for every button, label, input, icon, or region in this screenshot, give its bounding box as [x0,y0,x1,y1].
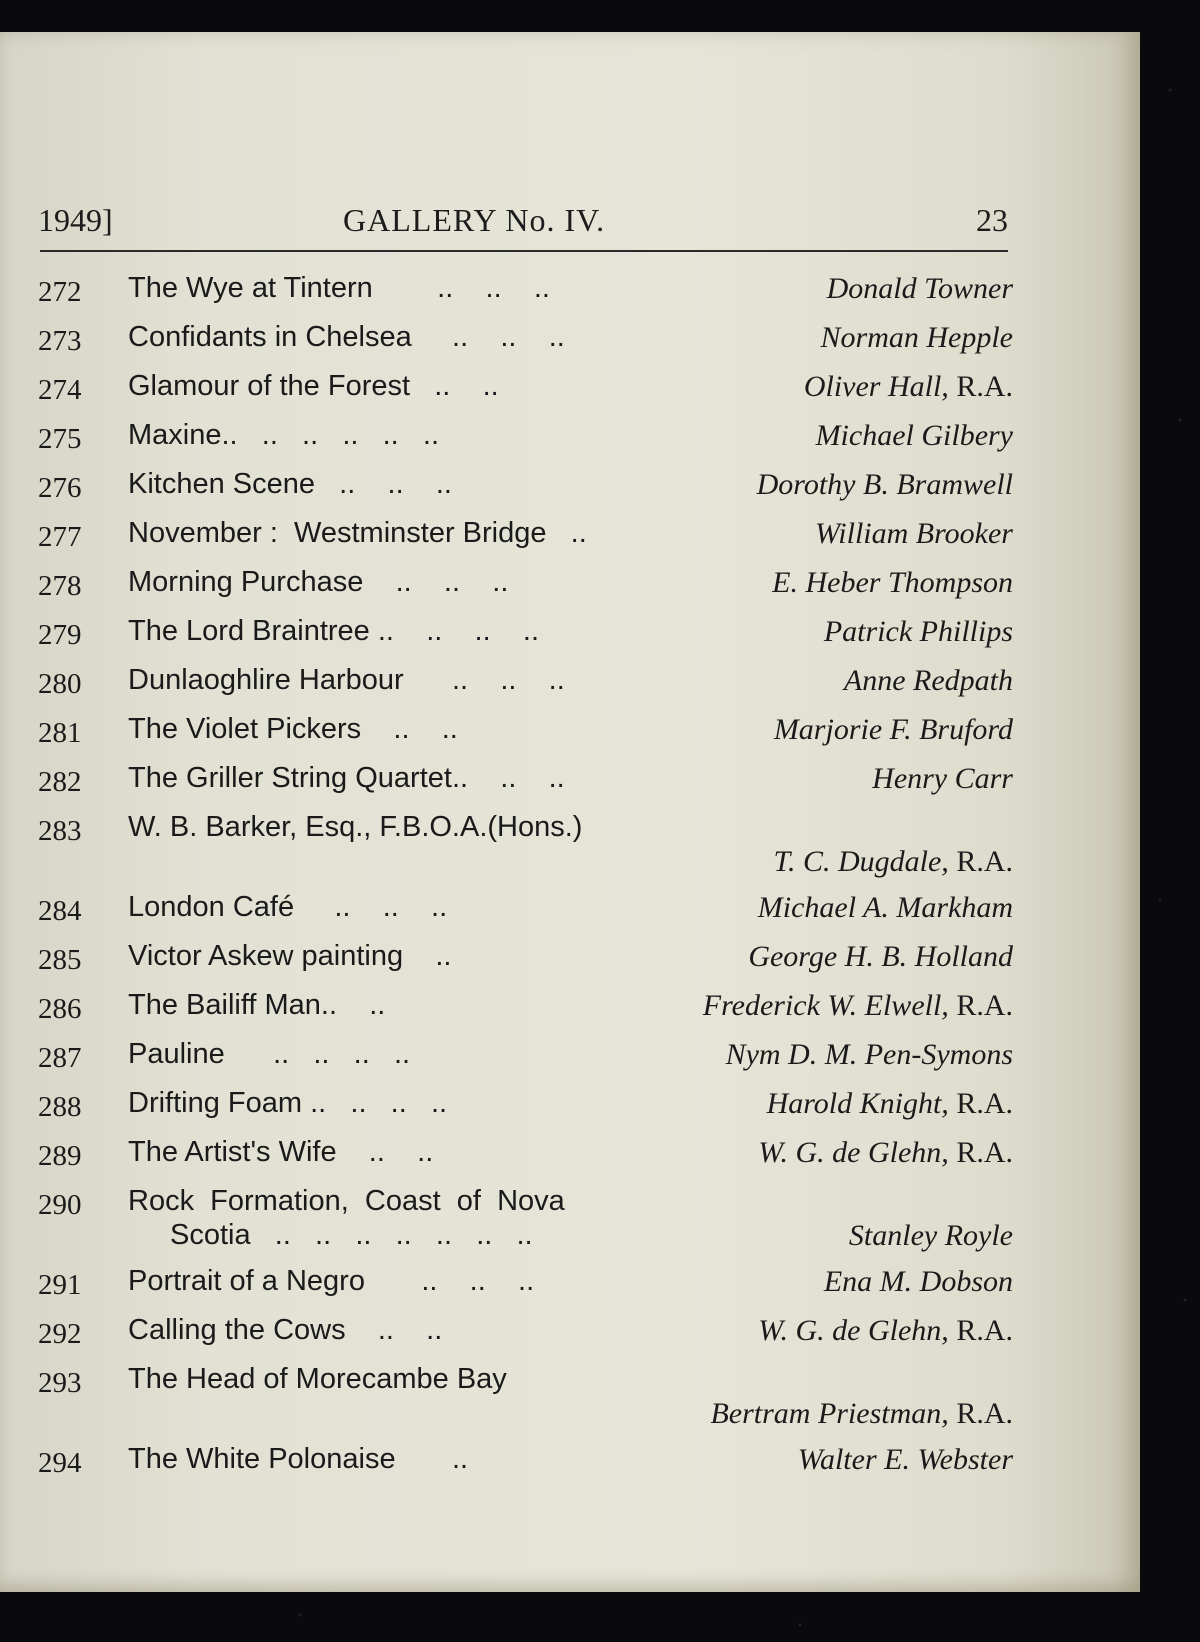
artist-name [824,1265,1013,1299]
artist-name [774,845,1013,879]
entry-number: 280 [38,668,82,700]
artist-name-text: Michael Gilbery [815,419,1013,452]
artist-name-text: George H. B. Holland [748,940,1013,973]
catalogue-entry [38,1314,1013,1363]
artist-name [757,468,1013,502]
artist-name-text: William Brooker [814,517,1013,550]
work-title: Glamour of the Forest .. .. [128,370,499,402]
artist-name [815,517,1013,551]
entry-number: 283 [38,815,82,847]
artist-name-text: Stanley Royle [848,1219,1013,1252]
artist-name-text: Patrick Phillips [823,615,1013,648]
catalogue-entry [38,891,1013,940]
entry-number: 293 [38,1367,82,1399]
catalogue-entry [38,370,1013,419]
catalogue-entry [38,989,1013,1038]
artist-name [872,762,1013,796]
artist-name-text: Michael A. Markham [757,891,1013,924]
artist-name [804,370,1013,404]
work-title: London Café .. .. .. [128,891,448,923]
catalogue-entry [38,762,1013,811]
catalogue-entry [38,419,1013,468]
artist-name-text: Dorothy B. Bramwell [756,468,1013,501]
artist-name [767,1087,1013,1121]
artist-name [772,566,1013,600]
page-number: 23 [976,202,1008,238]
catalogue-entry [38,615,1013,664]
artist-name [844,664,1013,698]
catalogue-entry [38,566,1013,615]
artist-name-text: Oliver Hall, [803,370,949,403]
entry-number: 279 [38,619,82,651]
entry-number: 285 [38,944,82,976]
entry-number: 286 [38,993,82,1025]
catalogue-entry [38,1038,1013,1087]
header-rule [40,250,1008,252]
artist-honour-suffix: R.A. [948,1314,1013,1347]
work-title: The Bailiff Man.. .. [128,989,386,1021]
work-title: November : Westminster Bridge .. [128,517,587,549]
entry-number: 277 [38,521,82,553]
catalogue-entry [38,517,1013,566]
gallery-title: GALLERY No. IV. [343,202,606,238]
catalogue-entry [38,940,1013,989]
catalogue-entry [38,1443,1013,1492]
artist-name-text: W. G. de Glehn, [758,1314,949,1347]
catalogue-entry [38,1185,1013,1265]
artist-name-text: Bertram Priestman, [710,1397,949,1430]
catalogue-entry [38,468,1013,517]
work-title: The White Polonaise .. [128,1443,469,1475]
entry-number: 276 [38,472,82,504]
catalogue-entry-list [38,272,1013,1492]
entry-number: 275 [38,423,82,455]
artist-name-text: E. Heber Thompson [772,566,1013,599]
entry-number: 284 [38,895,82,927]
work-title: The Lord Braintree .. .. .. .. [128,615,539,647]
artist-name-text: W. G. de Glehn, [758,1136,949,1169]
artist-name-text: Ena M. Dobson [823,1265,1013,1298]
catalogue-entry [38,664,1013,713]
artist-name [748,940,1013,974]
artist-name [710,1397,1013,1431]
artist-name-text: Henry Carr [872,762,1013,795]
entry-number: 272 [38,276,82,308]
artist-name [703,989,1013,1023]
artist-name [758,1136,1013,1170]
artist-name [824,615,1013,649]
work-title: The Head of Morecambe Bay [128,1363,507,1395]
entry-number: 281 [38,717,82,749]
work-title: Kitchen Scene .. .. .. [128,468,452,500]
artist-name-text: Walter E. Webster [797,1443,1013,1476]
artist-honour-suffix: R.A. [948,1087,1013,1120]
catalogue-entry [38,1265,1013,1314]
artist-honour-suffix: R.A. [948,1136,1013,1169]
artist-name [827,272,1013,306]
entry-number: 292 [38,1318,82,1350]
work-title: W. B. Barker, Esq., F.B.O.A.(Hons.) [128,811,583,843]
artist-name-text: Frederick W. Elwell, [702,989,949,1022]
entry-number: 290 [38,1189,82,1221]
entry-number: 273 [38,325,82,357]
entry-number: 288 [38,1091,82,1123]
catalogue-entry [38,1363,1013,1443]
artist-honour-suffix: R.A. [948,845,1013,878]
work-title: The Artist's Wife .. .. [128,1136,434,1168]
artist-name [821,321,1013,355]
work-title: The Violet Pickers .. .. [128,713,458,745]
artist-name-text: Marjorie F. Bruford [773,713,1013,746]
artist-name-text: Harold Knight, [766,1087,949,1120]
entry-number: 282 [38,766,82,798]
artist-name [816,419,1013,453]
work-title: Morning Purchase .. .. .. [128,566,509,598]
work-title: Maxine.. .. .. .. .. .. [128,419,440,451]
artist-name-text: Nym D. M. Pen-Symons [725,1038,1013,1071]
header-year: 1949] [38,202,113,238]
artist-honour-suffix: R.A. [948,1397,1013,1430]
catalogue-entry [38,713,1013,762]
work-title: Portrait of a Negro .. .. .. [128,1265,535,1297]
work-title: The Wye at Tintern .. .. .. [128,272,550,304]
artist-honour-suffix: R.A. [948,370,1013,403]
artist-name [798,1443,1013,1477]
artist-name-text: T. C. Dugdale, [773,845,949,878]
catalogue-entry [38,811,1013,891]
work-title: Drifting Foam .. .. .. .. [128,1087,448,1119]
work-title: Victor Askew painting .. [128,940,452,972]
entry-number: 287 [38,1042,82,1074]
work-title: Pauline .. .. .. .. [128,1038,411,1070]
work-title: Rock Formation, Coast of Nova [128,1185,565,1217]
work-title: The Griller String Quartet.. .. .. [128,762,565,794]
artist-name [849,1219,1013,1253]
entry-number: 278 [38,570,82,602]
catalogue-page [0,32,1140,1592]
artist-name-text: Anne Redpath [843,664,1013,697]
work-title: Dunlaoghlire Harbour .. .. .. [128,664,565,696]
artist-name [758,891,1013,925]
artist-name-text: Donald Towner [826,272,1013,305]
catalogue-entry [38,1087,1013,1136]
artist-honour-suffix: R.A. [948,989,1013,1022]
page-header [38,202,1008,242]
entry-number: 289 [38,1140,82,1172]
work-title: Calling the Cows .. .. [128,1314,443,1346]
catalogue-entry [38,1136,1013,1185]
entry-number: 291 [38,1269,82,1301]
artist-name-text: Norman Hepple [820,321,1013,354]
entry-number: 294 [38,1447,82,1479]
entry-number: 274 [38,374,82,406]
work-title: Confidants in Chelsea .. .. .. [128,321,565,353]
catalogue-entry [38,272,1013,321]
artist-name [774,713,1013,747]
artist-name [726,1038,1013,1072]
catalogue-entry [38,321,1013,370]
artist-name [758,1314,1013,1348]
work-title-continued: Scotia .. .. .. .. .. .. .. [170,1219,533,1251]
